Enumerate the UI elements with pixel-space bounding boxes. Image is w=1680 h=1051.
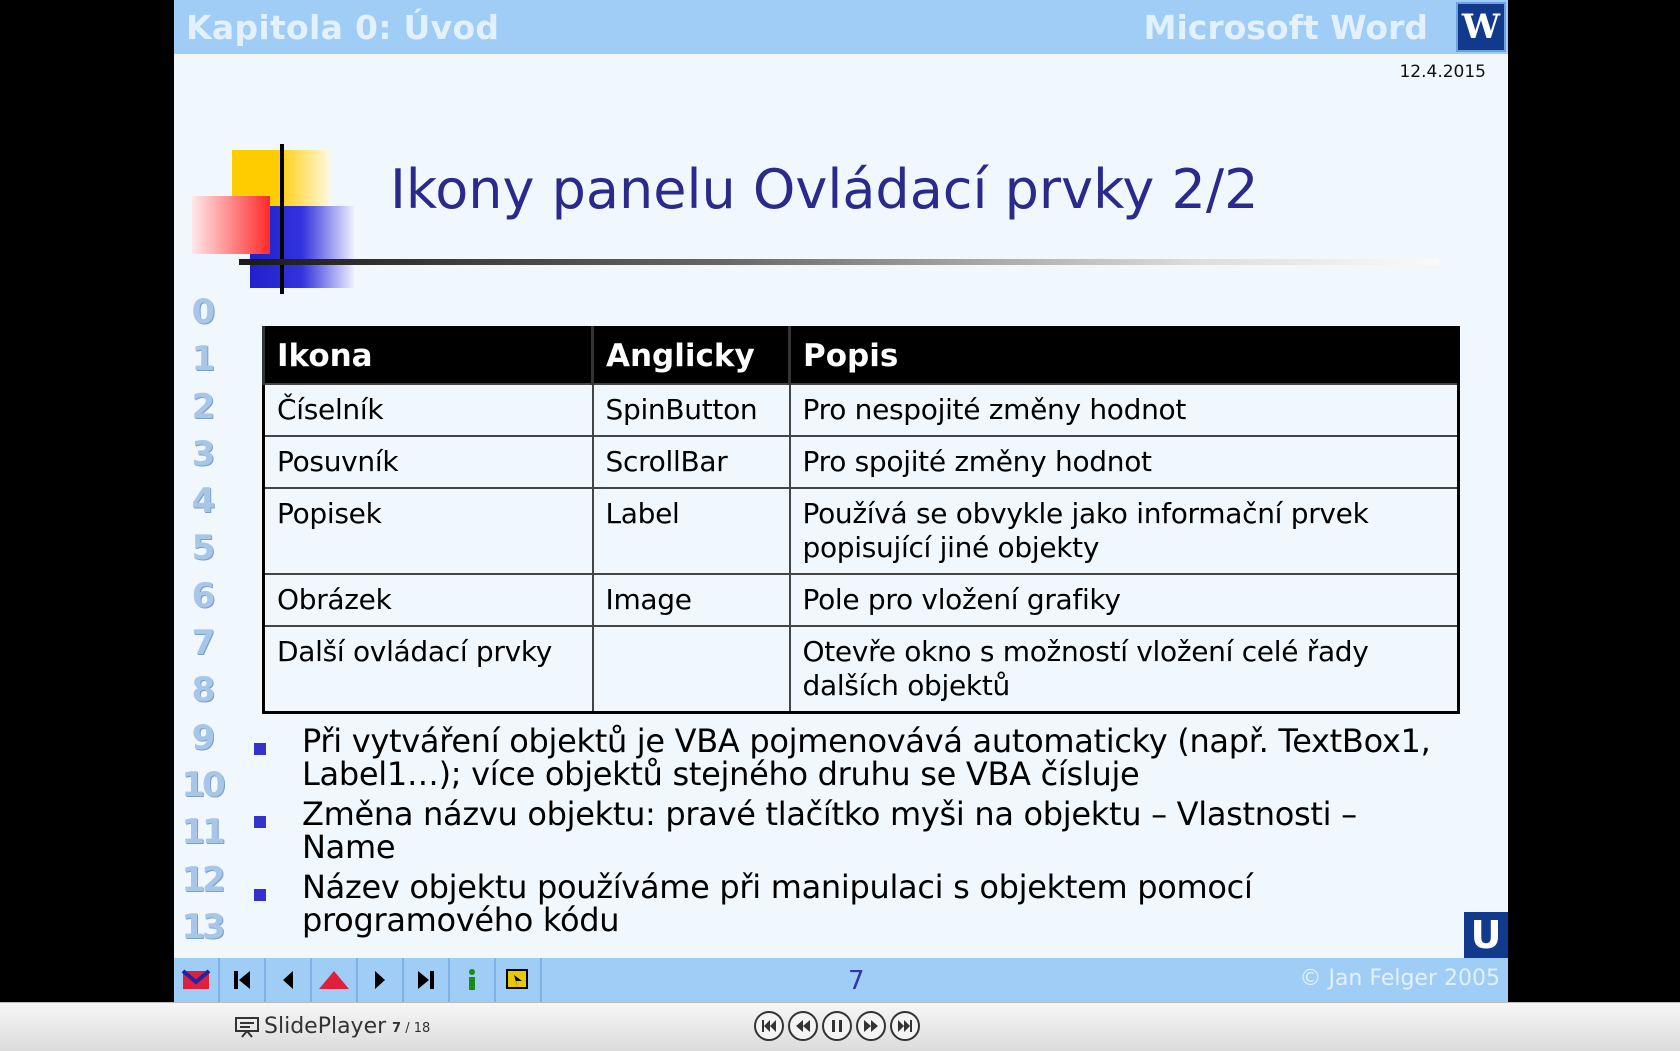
table-cell: Pro nespojité změny hodnot bbox=[790, 384, 1459, 436]
slide bbox=[174, 0, 1508, 1002]
table-cell: Obrázek bbox=[264, 574, 593, 626]
current-slide: 7 bbox=[392, 1021, 402, 1036]
table-cell bbox=[593, 626, 790, 713]
player-previous-icon[interactable] bbox=[788, 1011, 818, 1041]
table-cell: Pro spojité změny hodnot bbox=[790, 436, 1459, 488]
list-item bbox=[254, 868, 1454, 939]
table-cell: Posuvník bbox=[264, 436, 593, 488]
chapter-number[interactable]: 8 bbox=[191, 670, 213, 711]
email-icon[interactable] bbox=[174, 958, 220, 1002]
slide-header-bar bbox=[174, 0, 1508, 54]
total-slides: / 18 bbox=[405, 1021, 431, 1036]
player-last-icon[interactable] bbox=[890, 1011, 920, 1041]
table-cell: Pole pro vložení grafiky bbox=[790, 574, 1459, 626]
previous-slide-icon[interactable] bbox=[266, 958, 312, 1002]
bullet-list bbox=[254, 722, 1454, 944]
slide-date: 12.4.2015 bbox=[1399, 62, 1486, 82]
slide-title: Ikony panelu Ovládací prvky 2/2 bbox=[390, 158, 1259, 221]
player-pause-icon[interactable] bbox=[822, 1011, 852, 1041]
table-header-cell: Popis bbox=[790, 328, 1459, 385]
controls-table bbox=[262, 326, 1460, 714]
home-up-icon[interactable] bbox=[312, 958, 358, 1002]
chapter-number[interactable]: 0 bbox=[191, 292, 213, 332]
page-number: 7 bbox=[848, 966, 865, 996]
university-logo: U bbox=[1464, 912, 1508, 958]
bullet-square-icon bbox=[254, 889, 266, 901]
slideplayer-toolbar bbox=[0, 1002, 1680, 1051]
table-cell: Popisek bbox=[264, 488, 593, 574]
chapter-number[interactable]: 5 bbox=[191, 528, 213, 569]
chapter-number[interactable]: 9 bbox=[191, 717, 213, 758]
copyright-text: © Jan Felger 2005 bbox=[1299, 966, 1500, 991]
slideplayer-icon bbox=[234, 1015, 260, 1039]
title-underline bbox=[239, 259, 1439, 265]
list-item bbox=[254, 795, 1454, 866]
bullet-square-icon bbox=[254, 743, 266, 755]
table-row bbox=[264, 384, 1459, 436]
bullet-square-icon bbox=[254, 816, 266, 828]
first-slide-icon[interactable] bbox=[220, 958, 266, 1002]
decorative-squares-graphic bbox=[192, 144, 362, 294]
exit-icon[interactable] bbox=[496, 958, 542, 1002]
info-icon[interactable] bbox=[450, 958, 496, 1002]
chapter-number[interactable]: 10 bbox=[181, 764, 223, 805]
table-row bbox=[264, 488, 1459, 574]
bullet-text: Změna názvu objektu: pravé tlačítko myši na objektu – Vlastnosti – Name bbox=[302, 795, 1357, 866]
table-header-cell: Ikona bbox=[264, 328, 593, 385]
slideplayer-logo bbox=[234, 1014, 386, 1039]
table-row bbox=[264, 436, 1459, 488]
table-cell: Používá se obvykle jako informační prvek popisující jiné objekty bbox=[790, 488, 1459, 574]
table-cell: Další ovládací prvky bbox=[264, 626, 593, 713]
player-next-icon[interactable] bbox=[856, 1011, 886, 1041]
chapter-number[interactable]: 6 bbox=[191, 575, 213, 616]
chapter-number[interactable]: 2 bbox=[191, 386, 213, 427]
player-controls bbox=[754, 1011, 920, 1041]
next-slide-icon[interactable] bbox=[358, 958, 404, 1002]
chapter-number[interactable]: 7 bbox=[191, 623, 213, 664]
slide-counter bbox=[392, 1021, 430, 1036]
chapter-number[interactable]: 12 bbox=[181, 859, 223, 900]
table-header-row bbox=[264, 328, 1459, 385]
table-cell: Číselník bbox=[264, 384, 593, 436]
bullet-text: Název objektu používáme při manipulaci s objektem pomocí programového kódu bbox=[302, 868, 1253, 939]
table-cell: ScrollBar bbox=[593, 436, 790, 488]
last-slide-icon[interactable] bbox=[404, 958, 450, 1002]
table-cell: SpinButton bbox=[593, 384, 790, 436]
word-logo: W bbox=[1456, 2, 1506, 52]
chapter-number-list bbox=[180, 292, 224, 954]
chapter-number[interactable]: 13 bbox=[181, 906, 223, 947]
chapter-number[interactable]: 11 bbox=[181, 812, 223, 853]
list-item bbox=[254, 722, 1454, 793]
chapter-number[interactable]: 4 bbox=[191, 481, 213, 522]
table-cell: Image bbox=[593, 574, 790, 626]
table-cell: Otevře okno s možností vložení celé řady dalších objektů bbox=[790, 626, 1459, 713]
app-name: Microsoft Word bbox=[1143, 8, 1428, 47]
chapter-number[interactable]: 1 bbox=[191, 339, 213, 380]
player-first-icon[interactable] bbox=[754, 1011, 784, 1041]
table-row bbox=[264, 626, 1459, 713]
slideplayer-brand: SlidePlayer bbox=[264, 1014, 387, 1039]
table-cell: Label bbox=[593, 488, 790, 574]
slide-nav-bar bbox=[174, 958, 1508, 1002]
table-header-cell: Anglicky bbox=[593, 328, 790, 385]
bullet-text: Při vytváření objektů je VBA pojmenovává automaticky (např. TextBox1, Label1…); více objektů stejného druhu se VBA čísluje bbox=[302, 722, 1431, 793]
chapter-number[interactable]: 3 bbox=[191, 433, 213, 474]
table-row bbox=[264, 574, 1459, 626]
chapter-title: Kapitola 0: Úvod bbox=[186, 8, 500, 47]
